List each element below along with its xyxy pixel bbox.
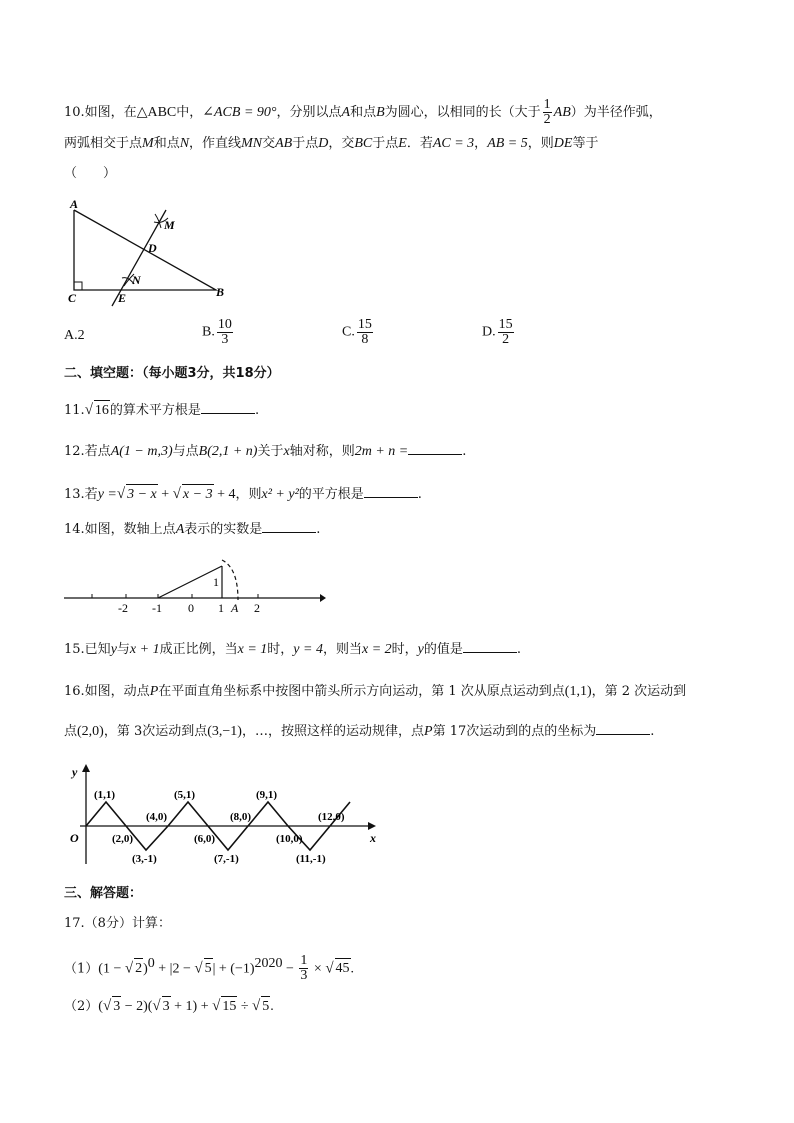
radicand: 45 bbox=[335, 958, 351, 979]
section-2-title: 二、填空题：（每小题3分，共18分） bbox=[64, 366, 280, 381]
q10-text: 等于 bbox=[572, 136, 599, 151]
q14-text: 表示的实数是 bbox=[184, 522, 263, 537]
expr: (1 − bbox=[98, 961, 125, 977]
expr: . bbox=[270, 999, 274, 1014]
label-b: B bbox=[216, 285, 225, 299]
option-c-prefix: C. bbox=[342, 324, 355, 340]
tick-label-2: 2 bbox=[254, 601, 260, 615]
sqrt-sign: √ bbox=[84, 402, 93, 418]
option-b-fraction bbox=[217, 318, 233, 347]
q10-text: ，则 bbox=[527, 136, 554, 151]
q15-y-eq-4: y = 4 bbox=[293, 642, 323, 657]
q10-half-fraction bbox=[543, 98, 552, 127]
q17-part1-label: （1） bbox=[64, 961, 99, 977]
fraction-numerator: 15 bbox=[498, 317, 513, 332]
fraction-denominator: 8 bbox=[361, 332, 369, 347]
sqrt-sign: √ bbox=[102, 998, 112, 1014]
q10-angle: ∠ACB = 90° bbox=[202, 105, 277, 120]
option-a-text: A.2 bbox=[64, 328, 85, 343]
radicand: 3 bbox=[162, 996, 171, 1017]
q13-y: y = bbox=[97, 487, 117, 502]
q10-point-d: D bbox=[318, 136, 329, 151]
q15-text: 成正比例，当 bbox=[159, 642, 238, 657]
q17-part2 bbox=[64, 996, 274, 1017]
q13-plus: + bbox=[157, 487, 173, 502]
q10-text: 于点 bbox=[292, 136, 319, 151]
radicand: 2 bbox=[134, 958, 143, 979]
q15-y: y bbox=[110, 642, 117, 657]
y-axis-label: y bbox=[72, 765, 78, 779]
fraction-numerator: 1 bbox=[300, 953, 308, 969]
q16-answer-blank[interactable] bbox=[596, 722, 650, 735]
q13 bbox=[64, 484, 422, 505]
exponent: 2020 bbox=[254, 956, 283, 971]
expr: ( bbox=[98, 999, 103, 1014]
sqrt-sign: √ bbox=[194, 960, 203, 977]
option-b-prefix: B. bbox=[202, 324, 215, 340]
q17-part2-label: （2） bbox=[64, 999, 99, 1014]
sqrt-sign: √ bbox=[325, 960, 334, 977]
q14-answer-blank[interactable] bbox=[262, 520, 316, 533]
label-a: A bbox=[70, 198, 79, 211]
q12-x-axis: x bbox=[283, 444, 290, 459]
q13-answer-blank[interactable] bbox=[364, 485, 418, 498]
q14-text: 14.如图，数轴上点 bbox=[64, 522, 176, 537]
radicand: 5 bbox=[261, 996, 270, 1017]
q12-text: 关于 bbox=[257, 444, 284, 459]
sqrt-sign: √ bbox=[116, 486, 126, 502]
fraction-numerator: 10 bbox=[217, 317, 232, 332]
q16-text: ，…，按照这样的运动规律，点 bbox=[241, 724, 424, 739]
expr: + |2 − bbox=[154, 961, 195, 977]
q15-answer-blank[interactable] bbox=[463, 640, 517, 653]
q12-point-a: A(1 − m,3) bbox=[110, 444, 173, 459]
option-d-prefix: D. bbox=[482, 324, 496, 340]
option-d-fraction bbox=[498, 318, 514, 347]
q10-text: ．若 bbox=[406, 136, 433, 151]
q15-text: 15.已知 bbox=[64, 642, 111, 657]
section-3-title: 三、解答题： bbox=[64, 886, 143, 901]
tick-label-a: A bbox=[231, 601, 239, 615]
triangle-abc bbox=[74, 210, 216, 290]
q16-line2 bbox=[64, 722, 654, 742]
origin-label: O bbox=[70, 831, 79, 845]
q17-heading: 17.（8分）计算： bbox=[64, 916, 171, 931]
q13-plus-4: + 4 bbox=[213, 487, 236, 502]
x-axis-arrow bbox=[368, 822, 376, 830]
point-label: (4,0) bbox=[146, 811, 168, 823]
q14-number-line bbox=[62, 556, 328, 616]
sqrt-sign: √ bbox=[152, 998, 161, 1014]
point-label: (11,-1) bbox=[296, 853, 326, 865]
q16-point-p: P bbox=[424, 724, 433, 739]
q10-line2 bbox=[64, 134, 598, 154]
q12-end: . bbox=[462, 444, 467, 459]
q13-sum-squares: x² + y² bbox=[261, 487, 299, 502]
point-label: (3,-1) bbox=[132, 853, 157, 865]
q10-point-m: M bbox=[142, 136, 154, 151]
q16-point-1-1: (1,1) bbox=[564, 684, 592, 699]
q13-text: ，则 bbox=[235, 487, 262, 502]
q10-text: ，分别以点 bbox=[276, 105, 342, 120]
q11 bbox=[64, 400, 259, 421]
q12-expression: 2m + n = bbox=[354, 444, 409, 459]
fraction-numerator: 15 bbox=[357, 317, 372, 332]
point-label: (5,1) bbox=[174, 789, 196, 801]
q10-text: 和点 bbox=[153, 136, 180, 151]
tick-label-neg1: -1 bbox=[152, 601, 162, 615]
expr: + 1) + bbox=[170, 999, 213, 1014]
sqrt-sign: √ bbox=[124, 960, 134, 977]
tick-label-1: 1 bbox=[218, 601, 224, 615]
tick-label-0: 0 bbox=[188, 601, 194, 615]
q10-point-a: A bbox=[341, 105, 351, 120]
q11-number: 11. bbox=[64, 403, 85, 418]
q10-paren: （ ） bbox=[64, 166, 117, 181]
q13-radicand-1: 3 − x bbox=[126, 484, 158, 505]
q16-line1 bbox=[64, 682, 686, 702]
q16-motion-figure bbox=[60, 762, 390, 870]
q10-line1 bbox=[64, 98, 662, 127]
q10-answer-paren bbox=[64, 164, 116, 184]
q16-end: . bbox=[650, 724, 655, 739]
option-d bbox=[482, 318, 516, 347]
compass-arc bbox=[222, 560, 238, 600]
q10-text: 10.如图，在 bbox=[64, 105, 137, 120]
q15-x-plus-1: x + 1 bbox=[129, 642, 160, 657]
q15-text: ，则当 bbox=[322, 642, 362, 657]
q13-end: . bbox=[417, 487, 422, 502]
label-n: N bbox=[132, 273, 141, 287]
q14 bbox=[64, 520, 320, 540]
q16-text: ，第 3次运动到点 bbox=[103, 724, 208, 739]
q15-text: 时， bbox=[391, 642, 418, 657]
q10-point-e: E bbox=[398, 136, 407, 151]
q16-text: 16.如图，动点 bbox=[64, 684, 150, 699]
q10-point-n: N bbox=[179, 136, 190, 151]
q16-point-3-neg1: (3,−1) bbox=[207, 724, 242, 739]
q15-text: 与 bbox=[116, 642, 130, 657]
q15-x-eq-1: x = 1 bbox=[237, 642, 268, 657]
q11-answer-blank[interactable] bbox=[201, 401, 255, 414]
q10-text: ）为半径作弧， bbox=[570, 105, 662, 120]
right-angle-mark bbox=[74, 282, 82, 290]
q10-text: ，作直线 bbox=[189, 136, 242, 151]
fraction-denominator: 2 bbox=[543, 112, 551, 127]
label-d: D bbox=[148, 241, 157, 255]
tick-label-neg2: -2 bbox=[118, 601, 128, 615]
q10-text: 两弧相交于点 bbox=[64, 136, 143, 151]
q16-text: ，第 2 次运动到 bbox=[591, 684, 687, 699]
option-c bbox=[342, 318, 375, 347]
point-label: (10,0) bbox=[276, 833, 303, 845]
q13-radicand-2: x − 3 bbox=[182, 484, 214, 505]
fraction-denominator: 3 bbox=[300, 968, 308, 984]
q10-text: 和点 bbox=[350, 105, 377, 120]
radicand: 3 bbox=[112, 996, 121, 1017]
q10-line-mn: MN bbox=[241, 136, 263, 151]
q10-text: ，交 bbox=[328, 136, 355, 151]
y-axis-arrow bbox=[82, 764, 90, 772]
q12-text: 与点 bbox=[172, 444, 199, 459]
q13-text: 13.若 bbox=[64, 487, 98, 502]
sqrt-sign: √ bbox=[172, 486, 181, 502]
expr: × bbox=[310, 961, 326, 977]
option-b bbox=[202, 318, 235, 347]
point-label: (9,1) bbox=[256, 789, 278, 801]
option-a bbox=[64, 328, 85, 344]
q10-text: 于点 bbox=[372, 136, 399, 151]
q12-point-b: B(2,1 + n) bbox=[198, 444, 258, 459]
q10-text: 交 bbox=[262, 136, 276, 151]
q10-segment-ab: AB bbox=[553, 105, 571, 120]
label-m: M bbox=[164, 218, 175, 232]
expr: ÷ bbox=[237, 999, 253, 1014]
q10-ac-equation: AC = 3 bbox=[432, 136, 475, 151]
option-c-fraction bbox=[357, 318, 373, 347]
q15-x-eq-2: x = 2 bbox=[361, 642, 392, 657]
x-axis-label: x bbox=[370, 831, 376, 845]
fraction-denominator: 2 bbox=[502, 332, 510, 347]
q10-text: 为圆心，以相同的长（大于 bbox=[384, 105, 541, 120]
arrow-head bbox=[320, 594, 326, 602]
q10-text: 中， bbox=[176, 105, 203, 120]
label-c: C bbox=[68, 291, 77, 305]
q11-text: 的算术平方根是 bbox=[109, 403, 201, 418]
point-label: (8,0) bbox=[230, 811, 252, 823]
expr: . bbox=[350, 961, 355, 977]
point-label: (12,0) bbox=[318, 811, 345, 823]
q10-segment-bc: BC bbox=[354, 136, 373, 151]
q16-text: 在平面直角坐标系中按图中箭头所示方向运动，第 1 次从原点运动到点 bbox=[158, 684, 565, 699]
fraction-one-third bbox=[299, 954, 308, 983]
point-label: (6,0) bbox=[194, 833, 216, 845]
q10-segment-de: DE bbox=[553, 136, 573, 151]
q13-text: 的平方根是 bbox=[298, 487, 364, 502]
q12-text: 轴对称，则 bbox=[289, 444, 355, 459]
label-e: E bbox=[118, 291, 127, 305]
q14-point-a: A bbox=[175, 522, 185, 537]
q12-answer-blank[interactable] bbox=[408, 442, 462, 455]
height-label-1: 1 bbox=[213, 575, 219, 589]
q12-text: 12.若点 bbox=[64, 444, 111, 459]
expr: − 2)( bbox=[121, 999, 153, 1014]
radicand: 15 bbox=[221, 996, 237, 1017]
q16-point-2-0: (2,0) bbox=[77, 724, 104, 739]
q15-text: 的值是 bbox=[423, 642, 463, 657]
expr: − bbox=[282, 961, 298, 977]
q12 bbox=[64, 442, 466, 462]
fraction-denominator: 3 bbox=[221, 332, 229, 347]
q17-part1 bbox=[64, 954, 354, 983]
expr: | + (−1) bbox=[212, 961, 255, 977]
q11-radicand: 16 bbox=[94, 400, 110, 421]
exponent: 0 bbox=[147, 956, 155, 971]
q15-text: 时， bbox=[267, 642, 294, 657]
q14-end: . bbox=[316, 522, 321, 537]
q16-text: 第 17次运动到的点的坐标为 bbox=[432, 724, 597, 739]
expr: ) bbox=[143, 961, 148, 977]
q10-ab-equation: AB = 5 bbox=[487, 136, 528, 151]
q16-text: 点 bbox=[64, 724, 78, 739]
fraction-numerator: 1 bbox=[543, 97, 551, 112]
sqrt-sign: √ bbox=[252, 998, 261, 1014]
q15-end: . bbox=[516, 642, 522, 657]
q10-triangle-figure bbox=[62, 198, 242, 310]
q11-end: . bbox=[254, 403, 260, 418]
q16-point-p: P bbox=[149, 684, 159, 699]
sqrt-sign: √ bbox=[212, 998, 221, 1014]
point-label: (2,0) bbox=[112, 833, 134, 845]
q10-point-b: B bbox=[376, 105, 385, 120]
point-label: (1,1) bbox=[94, 789, 116, 801]
radicand: 5 bbox=[204, 958, 213, 979]
q10-segment-ab: AB bbox=[275, 136, 293, 151]
point-label: (7,-1) bbox=[214, 853, 239, 865]
q15 bbox=[64, 640, 521, 660]
q10-triangle: △ABC bbox=[136, 105, 177, 120]
q10-text: ， bbox=[474, 136, 488, 151]
q15-y: y bbox=[417, 642, 424, 657]
